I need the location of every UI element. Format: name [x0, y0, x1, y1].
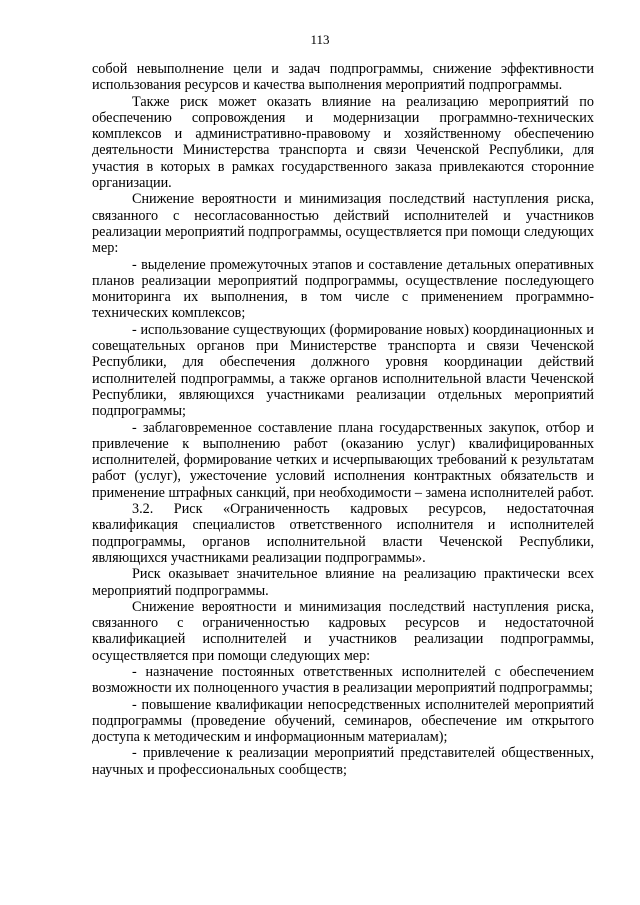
page-number: 113 — [310, 32, 330, 47]
paragraph-risk-3-2: 3.2. Риск «Ограниченность кадровых ресурсов, недостаточная квалификация специалистов ответственного исполнителя и исполнителей подпрограммы, органов исполнительной власти Чеченской Республики, являющихся участниками реализации подпрограммы». — [92, 501, 594, 566]
list-item-community-involvement: - привлечение к реализации мероприятий представителей общественных, научных и профессиональных сообществ; — [92, 745, 594, 778]
list-item-interim-stages: - выделение промежуточных этапов и составление детальных оперативных планов реализации мероприятий подпрограммы, осуществление последующего мониторинга их выполнения, в том числе с применением программно-технических комплексов; — [92, 256, 594, 322]
list-item-coordination-bodies: - использование существующих (формирование новых) координационных и совещательных органов при Министерстве транспорта и связи Чеченской Республики, для обеспечения должного уровня координации действий исполнителей подпрограммы, а также органов исполнительной власти Чеченской Республики, являющихся участниками реализации отдельных мероприятий подпрограммы; — [92, 321, 594, 420]
paragraph-mitigation-intro-2: Снижение вероятности и минимизация последствий наступления риска, связанного с ограниченностью кадровых ресурсов и недостаточной квалификацией исполнителей и участников реализации подпрограммы, осуществляется при помощи следующих мер: — [92, 598, 594, 664]
list-item-procurement-plan: - заблаговременное составление плана государственных закупок, отбор и привлечение к выполнению работ (оказанию услуг) квалифицированных исполнителей, формирование четких и исчерпывающих требований к результатам работ (услуг), ужесточение условий исполнения контрактных обязательств и применение штрафных санкций, при необходимости – замена исполнителей работ. — [92, 419, 594, 501]
paragraph-continuation: собой невыполнение цели и задач подпрограммы, снижение эффективности использования ресурсов и качества выполнения мероприятий подпрограммы. — [92, 61, 594, 94]
paragraph-risk-influence: Также риск может оказать влияние на реализацию мероприятий по обеспечению сопровождения и модернизации программно-технических комплексов и административно-правовому и хозяйственному обеспечению деятельности Министерства транспорта и связи Чеченской Республики, для участия в которых в рамках государственного заказа привлекаются сторонние организации. — [92, 93, 594, 192]
paragraph-mitigation-intro-1: Снижение вероятности и минимизация последствий наступления риска, связанного с несогласованностью действий исполнителей и участников реализации мероприятий подпрограммы, осуществляется при помощи следующих мер: — [92, 191, 594, 257]
list-item-qualification: - повышение квалификации непосредственных исполнителей мероприятий подпрограммы (проведение обучений, семинаров, обеспечение им открытого доступа к методическим и информационным материалам); — [92, 696, 594, 746]
paragraph-risk-impact: Риск оказывает значительное влияние на реализацию практически всех мероприятий подпрограммы. — [92, 566, 594, 599]
list-item-permanent-staff: - назначение постоянных ответственных исполнителей с обеспечением возможности их полноценного участия в реализации мероприятий подпрограммы; — [92, 663, 594, 697]
document-body — [92, 61, 594, 778]
